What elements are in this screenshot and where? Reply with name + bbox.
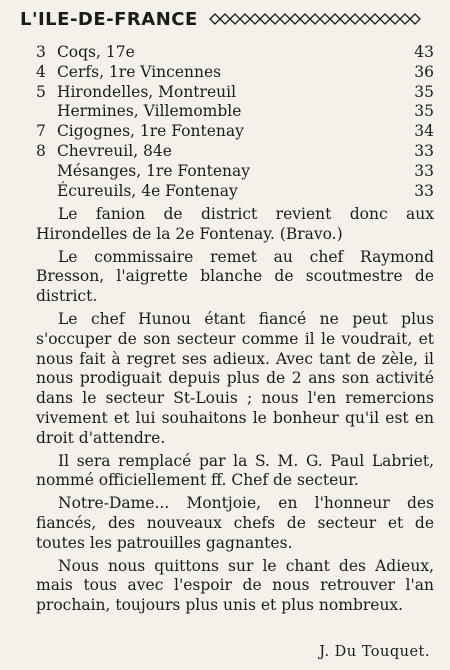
paragraph: Nous nous quittons sur le chant des Adieux, mais tous avec l'espoir de nous retrouver l'an prochain, toujours plus unis et plus nombreux. <box>36 556 434 615</box>
paragraph: Le chef Hunou étant fiancé ne peut plus s'occuper de son secteur comme il le voudrait, et nous fait à regret ses adieux. Avec tant de zèle, il nous prodiguait depuis plus de 2 ans son activité dans le secteur St-Louis ; nous l'en remercions vivement et lui souhaitons le bonheur qu'il est en droit d'attendre. <box>36 309 434 447</box>
article-body <box>36 205 434 619</box>
score: 36 <box>414 62 434 81</box>
list-item <box>36 102 434 122</box>
score: 34 <box>414 122 434 141</box>
page-title: L'ILE-DE-FRANCE <box>20 8 198 30</box>
patrol-name: Écureuils, 4e Fontenay <box>56 181 238 200</box>
score: 33 <box>414 141 434 160</box>
patrol-name: Hermines, Villemomble <box>56 102 242 121</box>
list-item <box>36 63 434 83</box>
list-item <box>36 43 434 63</box>
score: 33 <box>414 181 434 200</box>
diamond-ornament-icon <box>208 13 440 25</box>
patrol-name: Mésanges, 1re Fontenay <box>56 161 251 180</box>
rank: 3 <box>36 43 46 61</box>
rank: 8 <box>36 141 46 160</box>
paragraph: Notre-Dame... Montjoie, en l'honneur des fiancés, des nouveaux chefs de secteur et de toutes les patrouilles gagnantes. <box>36 494 434 552</box>
score: 43 <box>414 43 434 61</box>
score: 35 <box>414 82 434 101</box>
patrol-name: Cigognes, 1re Fontenay <box>56 122 244 141</box>
rank: 5 <box>36 82 46 101</box>
patrol-name: Coqs, 17e <box>56 43 135 61</box>
patrol-name: Chevreuil, 84e <box>56 141 172 160</box>
list-item <box>36 122 434 142</box>
signature: J. Du Touquet. <box>319 644 430 660</box>
results-list <box>36 43 434 201</box>
paragraph: Le commissaire remet au chef Raymond Bresson, l'aigrette blanche de scoutmestre de district. <box>36 247 434 306</box>
list-item <box>36 162 434 182</box>
rank: 4 <box>36 62 46 81</box>
score: 35 <box>414 102 434 121</box>
list-item <box>36 142 434 162</box>
paragraph: Le fanion de district revient donc aux Hirondelles de la 2e Fontenay. (Bravo.) <box>36 205 434 243</box>
page-header <box>20 6 440 32</box>
rank: 7 <box>36 122 46 141</box>
patrol-name: Hirondelles, Montreuil <box>56 82 237 101</box>
list-item <box>36 182 434 202</box>
paragraph: Il sera remplacé par la S. M. G. Paul Labriet, nommé officiellement ff. Chef de secteur. <box>36 451 434 490</box>
list-item <box>36 83 434 103</box>
score: 33 <box>414 161 434 180</box>
patrol-name: Cerfs, 1re Vincennes <box>56 62 222 81</box>
